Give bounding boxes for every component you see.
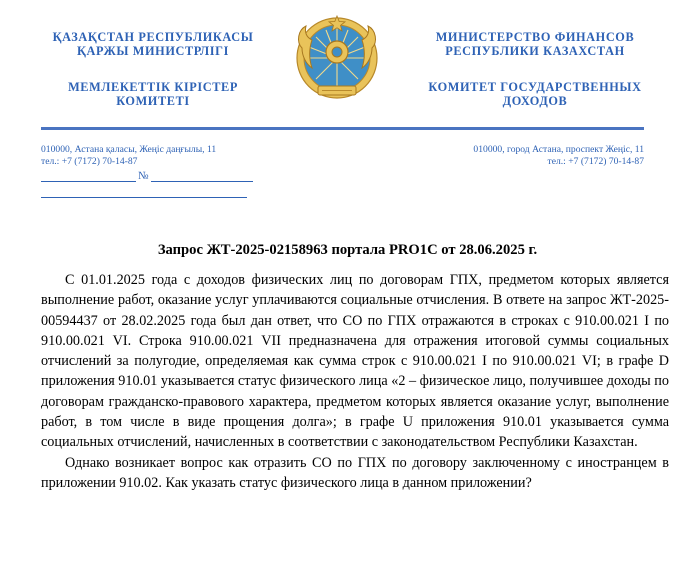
address-left — [41, 144, 216, 168]
letterhead-left-dept-line1: МЕМЛЕКЕТТІК КІРІСТЕР — [68, 80, 238, 94]
letterhead-right-dept-line2: ДОХОДОВ — [502, 94, 568, 108]
address-right-phone: тел.: +7 (7172) 70-14-87 — [547, 156, 644, 167]
address-right-street: 010000, город Астана, проспект Жеңіс, 11 — [473, 144, 644, 155]
letterhead-left-org-line2: ҚАРЖЫ МИНИСТРЛІГІ — [77, 44, 229, 58]
letterhead-right-org-line2: РЕСПУБЛИКИ КАЗАХСТАН — [445, 44, 625, 58]
paragraph: Однако возникает вопрос как отразить СО по ГПХ по договору заключенному с иностранцем в приложении 910.02. Как указать статус физического лица в данном приложении? — [41, 454, 669, 491]
letterhead-right-org-line1: МИНИСТЕРСТВО ФИНАНСОВ — [435, 30, 635, 44]
registration-number-sign: № — [138, 170, 149, 182]
address-left-phone: тел.: +7 (7172) 70-14-87 — [41, 156, 138, 167]
registration-second-blank — [41, 197, 247, 198]
document-title: Запрос ЖТ-2025-02158963 портала PRO1C от 28.06.2025 г. — [157, 242, 538, 258]
letterhead-divider — [41, 127, 644, 130]
address-left-street: 010000, Астана қаласы, Жеңіс даңғылы, 11 — [41, 144, 217, 155]
letterhead-right-dept-line1: КОМИТЕТ ГОСУДАРСТВЕННЫХ — [428, 80, 642, 94]
letterhead-right — [400, 30, 670, 108]
letterhead-left — [28, 30, 278, 108]
letterhead-left-org-line1: ҚАЗАҚСТАН РЕСПУБЛИКАСЫ — [52, 30, 254, 44]
letterhead-left-dept-line2: КОМИТЕТІ — [116, 94, 190, 108]
paragraph: С 01.01.2025 года с доходов физических лиц по договорам ГПХ, предметом которых является выполнение работ, оказание услуг уплачиваются социальные отчисления. В ответе на запрос ЖТ-2025-00594437 от 28.02.2025 года был дан ответ, что СО по ГПХ отражаются в строках с 910.00.021 I по 910.00.021 VI. Строка 910.00.021 VII предназначена для отражения итоговой суммы социальных отчислений за полугодие, определяемая как сумма строк с 910.00.021 I по 910.00.021 VI; в графе D приложения 910.01 указывается статус физического лица «2 – физическое лицо, получившее доходы по договорам гражданско-правового характера, предметом которых является оказание услуг, выполнение работ, в том числе в виде прощения долга»; в графе U приложения 910.01 указывается сумма социальных отчислений, начисленных в соответствии с законодательством Республики Казахстан. — [41, 272, 669, 451]
registration-number-blank — [151, 170, 253, 182]
registration-date-blank — [41, 170, 136, 182]
address-right — [473, 144, 644, 168]
kazakhstan-state-emblem-icon — [290, 12, 384, 100]
registration-line — [41, 170, 253, 182]
document-body — [41, 270, 669, 493]
